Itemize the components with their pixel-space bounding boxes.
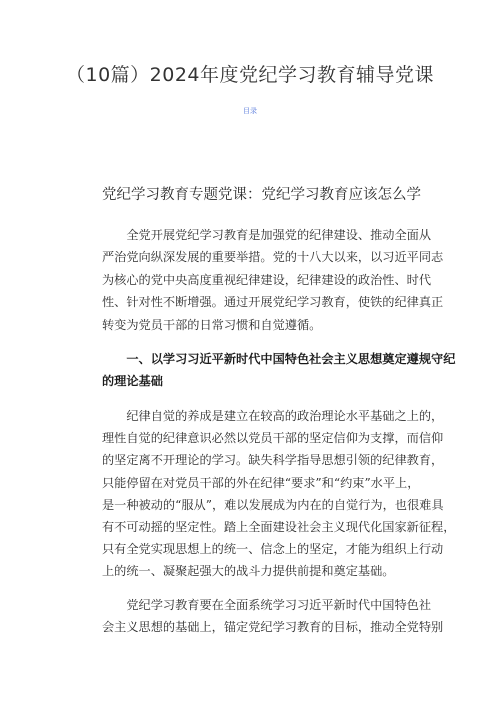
toc-link[interactable]: 目录 [243, 107, 257, 115]
subsection-heading-line: 的理论基础 [102, 374, 163, 388]
paragraph-line: 只有全党实现思想上的统一、信念上的坚定，才能为组织上行动 [102, 542, 444, 557]
subsection-heading-line: 一、以学习习近平新时代中国特色社会主义思想奠定遵规守纪 [102, 352, 456, 366]
paragraph-line: 为核心的党中央高度重视纪律建设，纪律建设的政治性、时代 [102, 272, 432, 287]
paragraph-line: 只能停留在对党员干部的外在纪律“要求”和“约束”水平上， [102, 475, 420, 490]
document-title: （10篇）2024年度党纪学习教育辅导党课 [65, 64, 435, 86]
paragraph-line: 全党开展党纪学习教育是加强党的纪律建设、推动全面从 [102, 228, 432, 242]
paragraph-theory [102, 405, 456, 583]
paragraph-line: 纪律自觉的养成是建立在较高的政治理论水平基础之上的， [102, 409, 444, 423]
paragraph-intro [102, 224, 444, 336]
section-heading: 党纪学习教育专题党课：党纪学习教育应该怎么学 [102, 187, 421, 203]
paragraph-line: 上的统一、凝聚起强大的战斗力提供前提和奠定基础。 [102, 564, 395, 579]
paragraph-line: 是一种被动的“服从”，难以发展成为内在的自觉行为，也很难具 [102, 497, 444, 512]
paragraph-line: 有不可动摇的坚定性。踏上全面建设社会主义现代化国家新征程， [102, 520, 456, 535]
paragraph-line: 的坚定离不开理论的学习。缺失科学指导思想引领的纪律教育， [102, 453, 444, 468]
paragraph-line: 转变为党员干部的日常习惯和自觉遵循。 [102, 317, 322, 332]
paragraph-line: 性、针对性不断增强。通过开展党纪学习教育，使铁的纪律真正 [102, 295, 444, 310]
paragraph-line: 理性自觉的纪律意识必然以党员干部的坚定信仰为支撑，而信仰 [102, 431, 444, 446]
paragraph-study [102, 594, 444, 638]
subsection-heading [102, 348, 456, 392]
paragraph-line: 会主义思想的基础上，锚定党纪学习教育的目标，推动全党特别 [102, 620, 444, 635]
paragraph-line: 严治党向纵深发展的重要举措。党的十八大以来，以习近平同志 [102, 250, 444, 265]
paragraph-line: 党纪学习教育要在全面系统学习习近平新时代中国特色社 [102, 598, 432, 612]
